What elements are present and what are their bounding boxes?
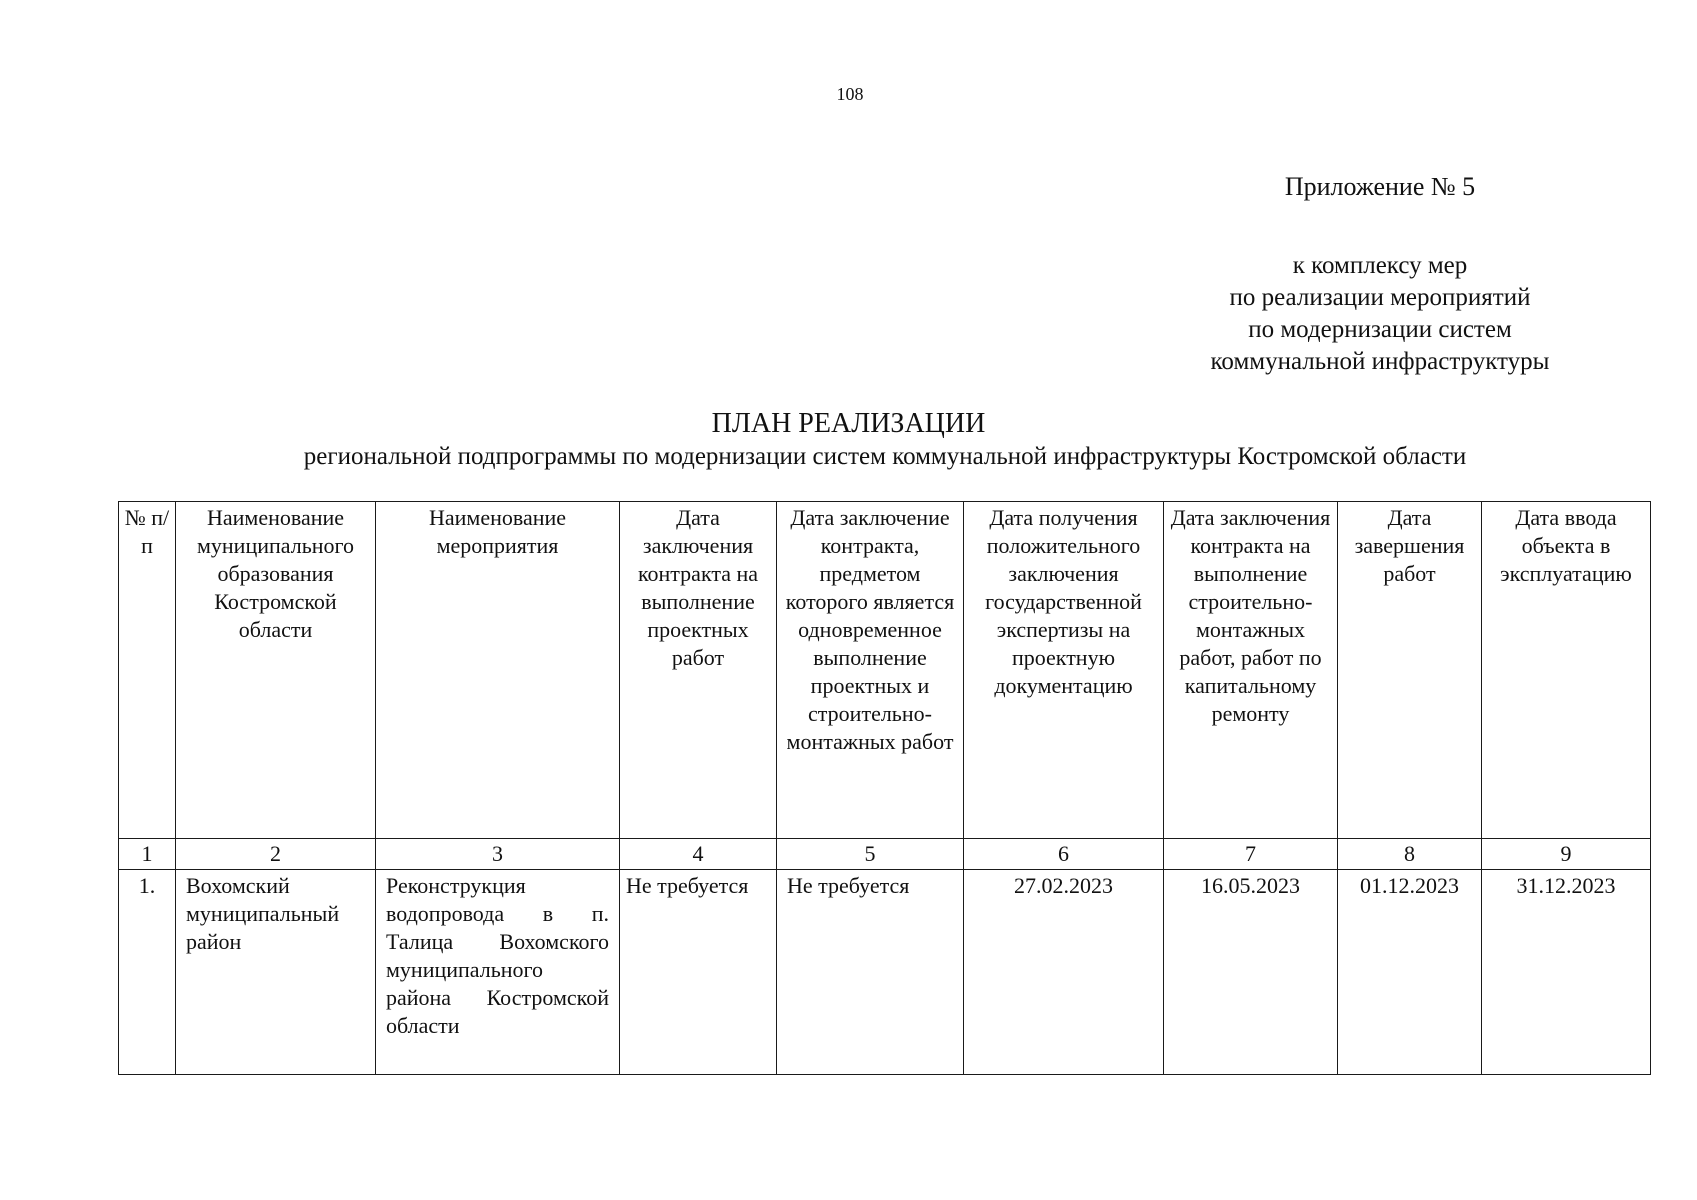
- appendix-ref-line: по реализации мероприятий: [1229, 284, 1531, 311]
- plan-table: [118, 501, 1651, 1075]
- column-number: 3: [376, 839, 620, 870]
- municipality-cell: Вохомский муниципальный район: [176, 870, 376, 1075]
- column-number: 9: [1482, 839, 1651, 870]
- construction-contract-cell: 16.05.2023: [1164, 870, 1338, 1075]
- expertise-date-cell: 27.02.2023: [964, 870, 1164, 1075]
- column-header: Дата получения положительного заключения государственной экспертизы на проектную документацию: [964, 502, 1164, 839]
- column-header: № п/п: [119, 502, 176, 839]
- appendix-ref-line: по модернизации систем: [1248, 316, 1512, 343]
- completion-date-cell: 01.12.2023: [1338, 870, 1482, 1075]
- column-header: Наименование муниципального образования Костромской области: [176, 502, 376, 839]
- column-header: Дата заключение контракта, предметом которого является одновременное выполнение проектных и строительно-монтажных работ: [777, 502, 964, 839]
- column-number: 2: [176, 839, 376, 870]
- column-number: 7: [1164, 839, 1338, 870]
- row-number-cell: 1.: [119, 870, 176, 1075]
- column-number: 6: [964, 839, 1164, 870]
- column-header: Дата заключения контракта на выполнение проектных работ: [620, 502, 777, 839]
- table-header-row: [119, 502, 1651, 839]
- document-subtitle: региональной подпрограммы по модернизации систем коммунальной инфраструктуры Костромской области: [303, 443, 1467, 470]
- table-row: [119, 870, 1651, 1075]
- column-number-row: [119, 839, 1651, 870]
- appendix-title: Приложение № 5: [1284, 172, 1476, 201]
- column-header: Наименование мероприятия: [376, 502, 620, 839]
- column-header: Дата ввода объекта в эксплуатацию: [1482, 502, 1651, 839]
- column-number: 8: [1338, 839, 1482, 870]
- commissioning-date-cell: 31.12.2023: [1482, 870, 1651, 1075]
- appendix-ref-line: коммунальной инфраструктуры: [1210, 348, 1550, 375]
- design-contract-cell: Не требуется: [620, 870, 777, 1075]
- page-number: 108: [836, 84, 864, 104]
- column-header: Дата завершения работ: [1338, 502, 1482, 839]
- appendix-reference: [1170, 250, 1590, 378]
- column-number: 4: [620, 839, 777, 870]
- event-cell: Реконструкция водопровода в п. Талица Вохомского муниципального района Костромской области: [376, 870, 620, 1075]
- column-number: 5: [777, 839, 964, 870]
- combined-contract-cell: Не требуется: [777, 870, 964, 1075]
- document-title: ПЛАН РЕАЛИЗАЦИИ: [711, 408, 986, 439]
- appendix-ref-line: к комплексу мер: [1292, 252, 1468, 279]
- column-header: Дата заключения контракта на выполнение строительно-монтажных работ, работ по капитальному ремонту: [1164, 502, 1338, 839]
- column-number: 1: [119, 839, 176, 870]
